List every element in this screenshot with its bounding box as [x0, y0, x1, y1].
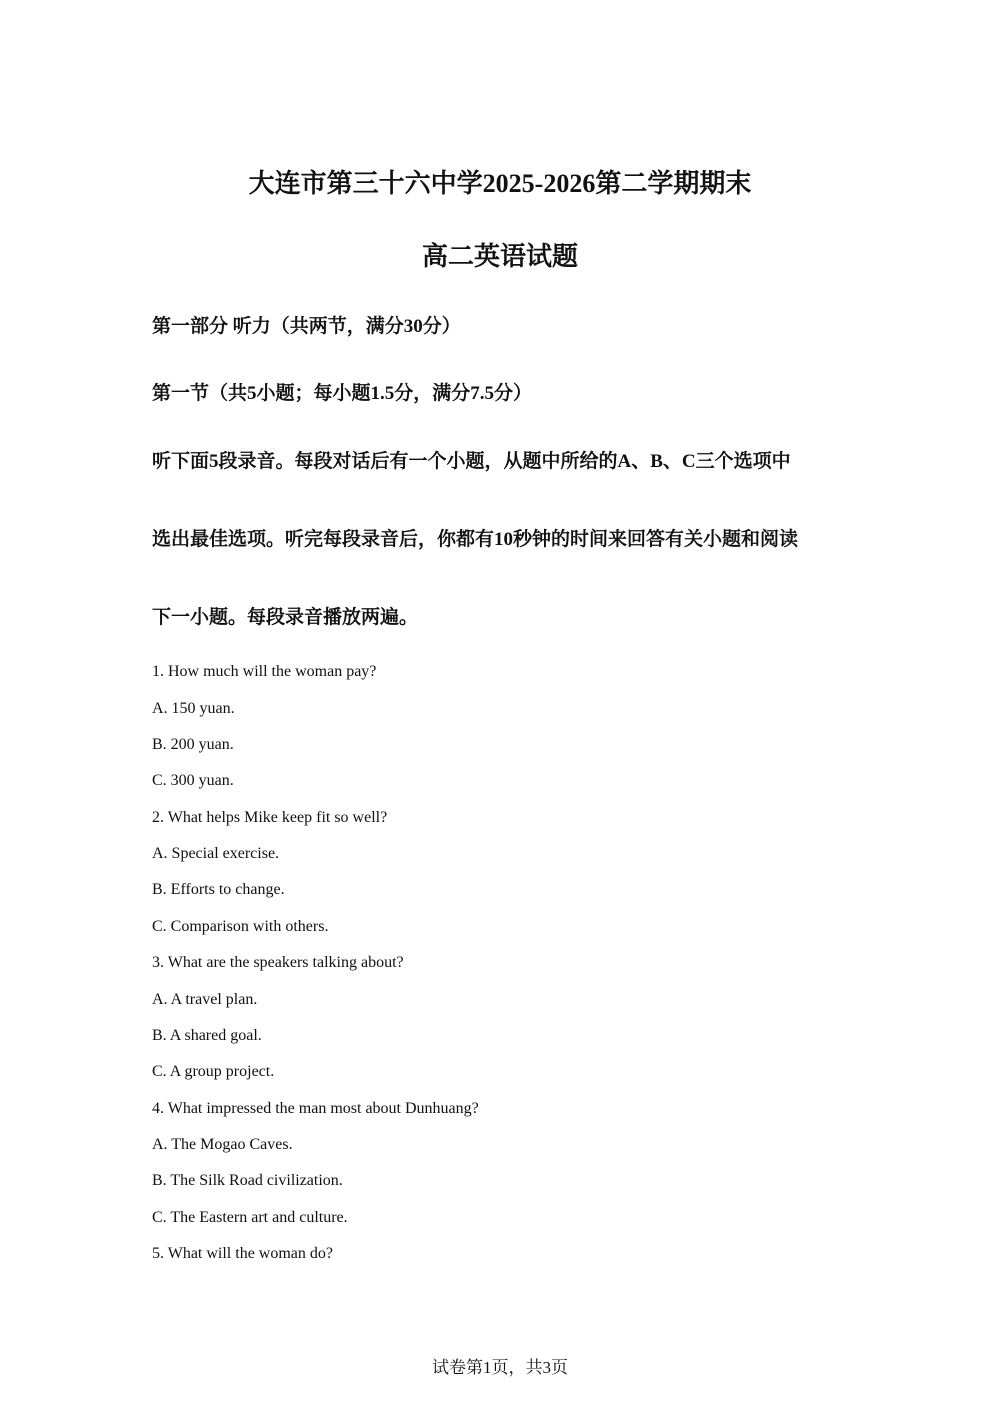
answer-option: B. The Silk Road civilization.: [152, 1172, 343, 1189]
answer-option: A. 150 yuan.: [152, 700, 235, 717]
answer-option: C. A group project.: [152, 1063, 275, 1080]
question-stem: 1. How much will the woman pay?: [152, 663, 377, 680]
answer-option: C. The Eastern art and culture.: [152, 1209, 348, 1226]
question-stem: 4. What impressed the man most about Dunhuang?: [152, 1100, 479, 1117]
answer-option: B. Efforts to change.: [152, 881, 285, 898]
section-heading: 第一节（共5小题；每小题1.5分，满分7.5分）: [152, 383, 533, 404]
answer-option: C. Comparison with others.: [152, 918, 329, 935]
instructions-line: 听下面5段录音。每段对话后有一个小题，从题中所给的A、B、C三个选项中: [152, 451, 791, 472]
question-stem: 2. What helps Mike keep fit so well?: [152, 809, 388, 826]
instructions-line: 下一小题。每段录音播放两遍。: [152, 607, 419, 628]
answer-option: C. 300 yuan.: [152, 772, 234, 789]
part-heading: 第一部分 听力（共两节，满分30分）: [152, 316, 461, 337]
exam-subtitle: 高二英语试题: [421, 242, 578, 271]
answer-option: B. A shared goal.: [152, 1027, 262, 1044]
answer-option: A. Special exercise.: [152, 845, 280, 862]
question-stem: 3. What are the speakers talking about?: [152, 954, 404, 971]
answer-option: B. 200 yuan.: [152, 736, 234, 753]
answer-option: A. A travel plan.: [152, 991, 258, 1008]
answer-option: A. The Mogao Caves.: [152, 1136, 293, 1153]
instructions-line: 选出最佳选项。听完每段录音后，你都有10秒钟的时间来回答有关小题和阅读: [152, 529, 799, 550]
question-stem: 5. What will the woman do?: [152, 1245, 333, 1262]
page-footer: 试卷第1页，共3页: [432, 1358, 568, 1377]
exam-title: 大连市第三十六中学2025-2026第二学期期末: [248, 169, 752, 198]
